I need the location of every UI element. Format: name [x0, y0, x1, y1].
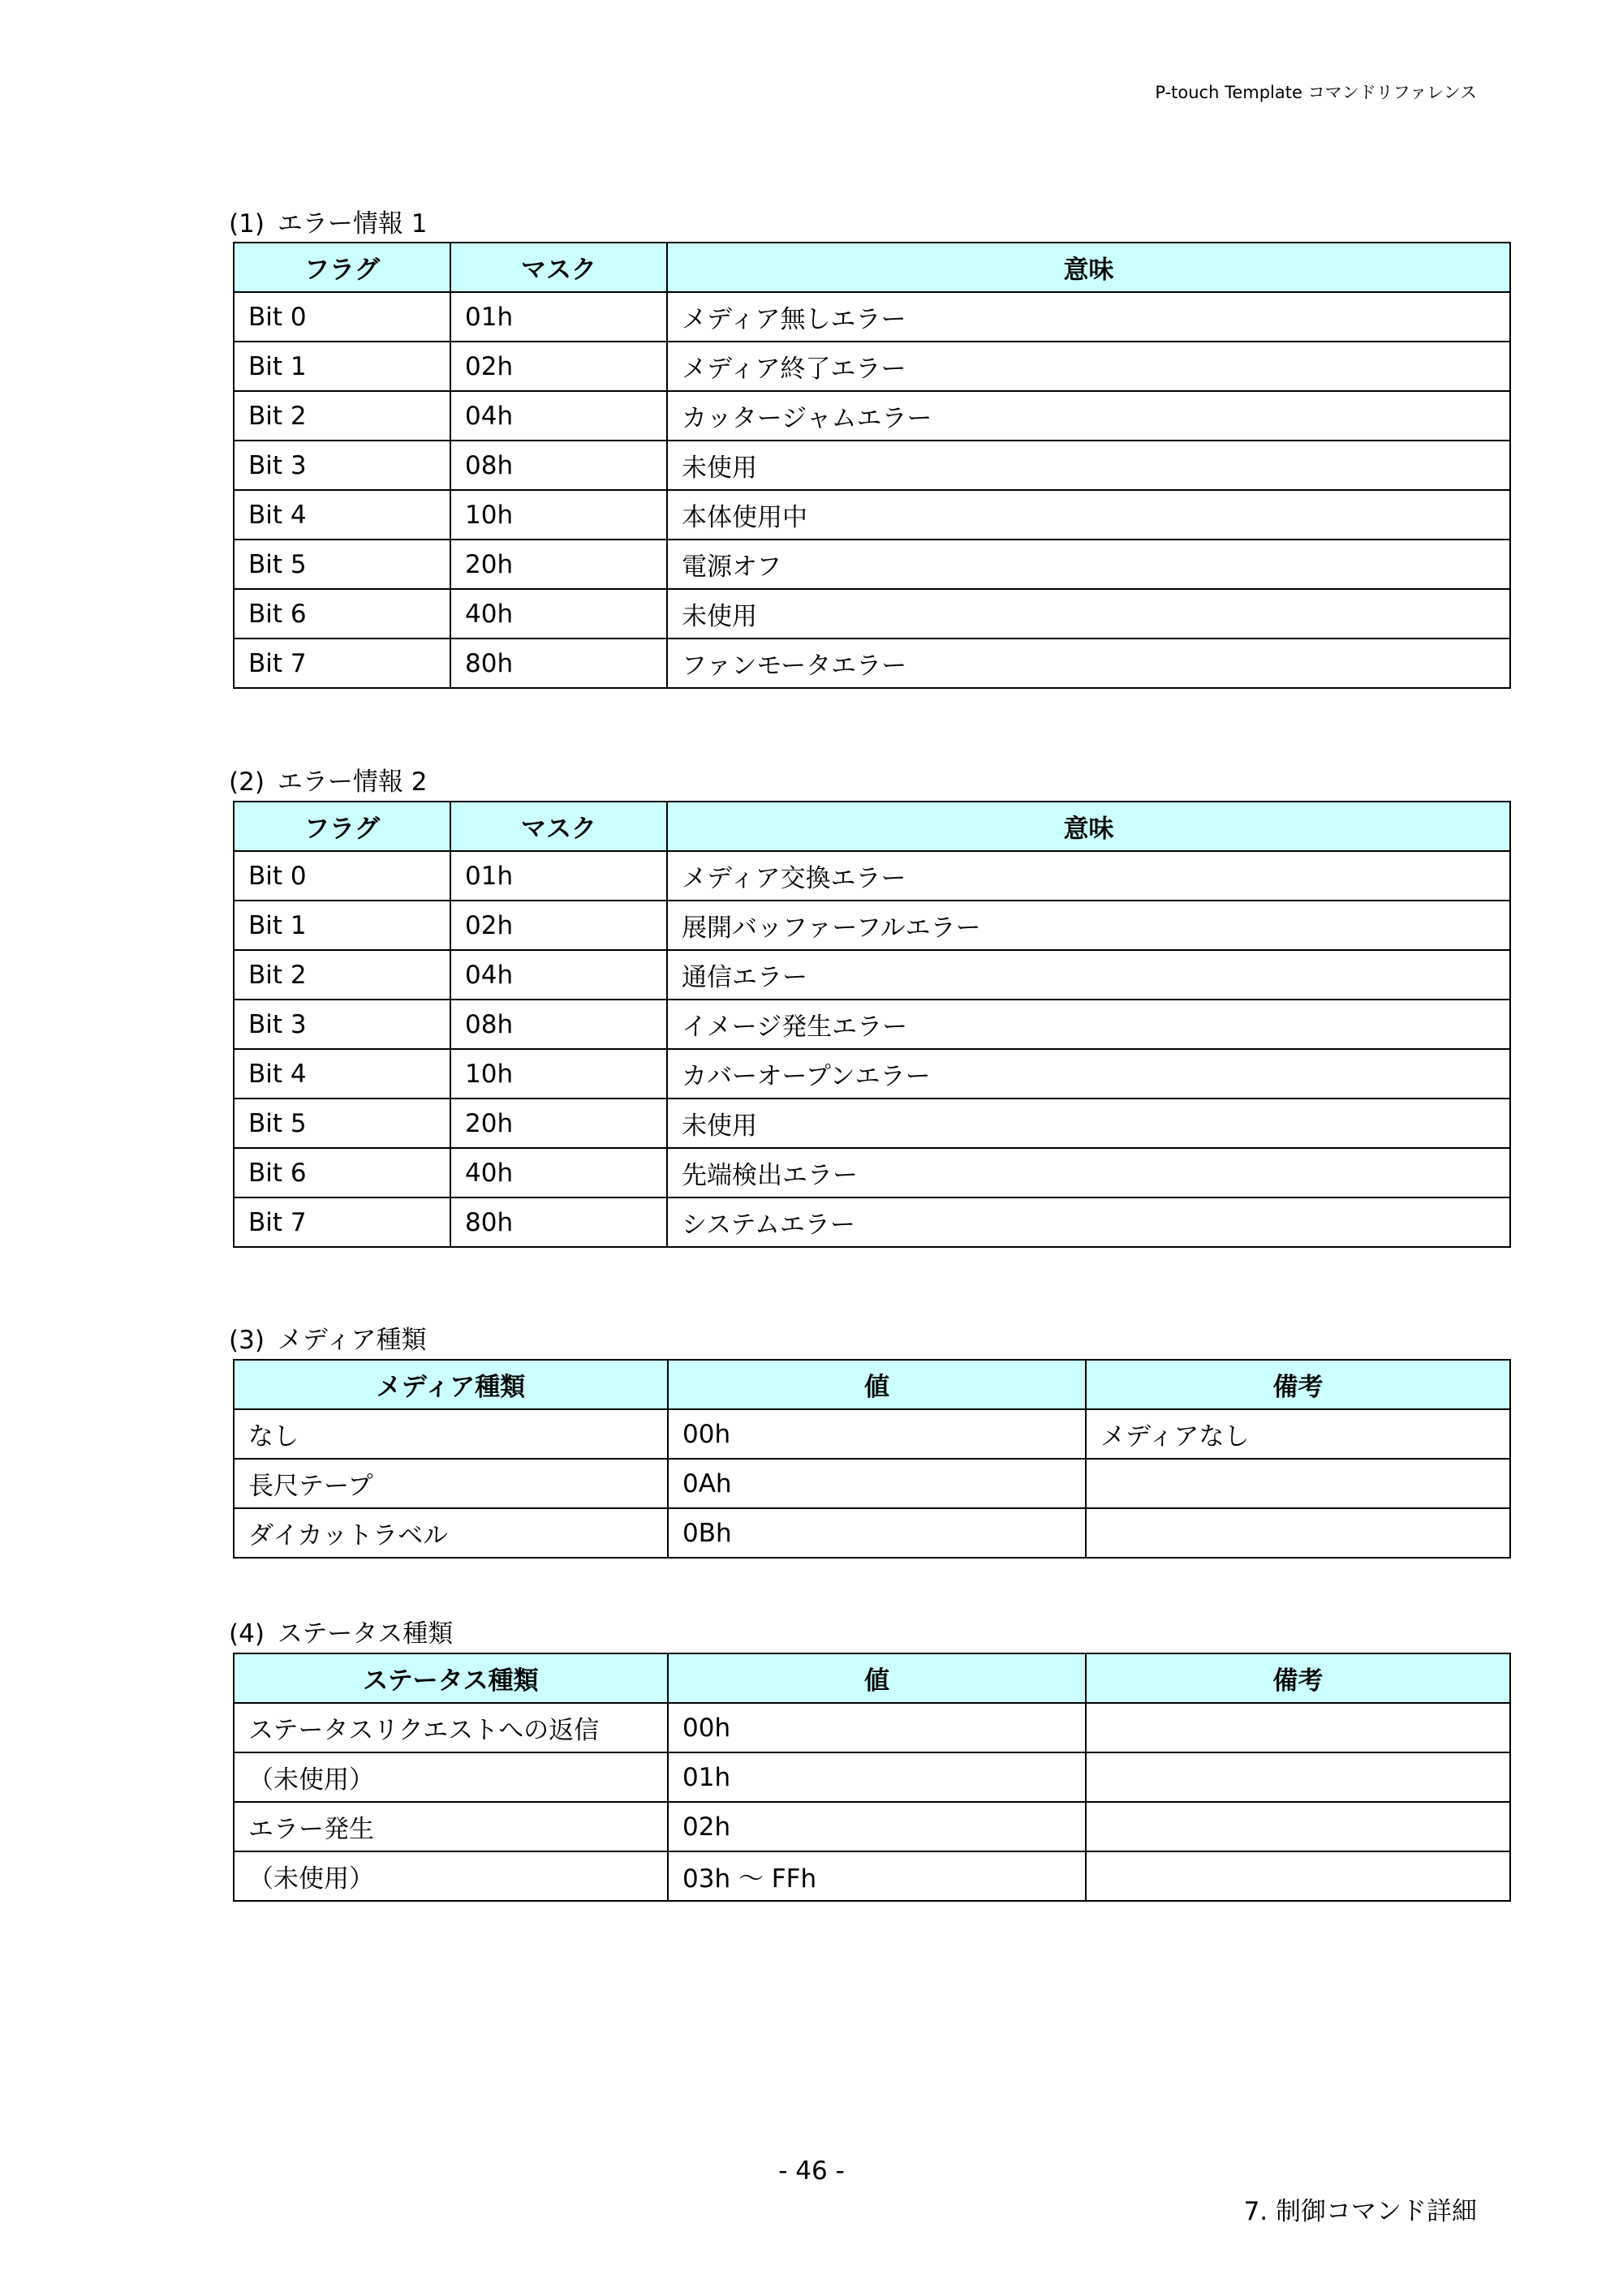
table-row: [234, 589, 1510, 638]
running-header: P-touch Template コマンドリファレンス: [1155, 83, 1477, 102]
meaning-cell: カッタージャムエラー: [667, 391, 1510, 441]
meaning-cell: メディア交換エラー: [667, 851, 1510, 901]
page-number: - 46 -: [778, 2156, 845, 2186]
column-header-flag: フラグ: [234, 243, 450, 292]
meaning-cell: 本体使用中: [667, 490, 1510, 540]
flag-cell: Bit 4: [234, 490, 450, 540]
status-type-cell: （未使用）: [234, 1851, 668, 1901]
section-number: (1): [229, 209, 265, 239]
table-header-row: [234, 802, 1510, 851]
flag-cell: Bit 1: [234, 342, 450, 391]
value-cell: 00h: [668, 1703, 1086, 1752]
value-cell: 02h: [668, 1802, 1086, 1851]
table-row: [234, 1409, 1510, 1459]
flag-cell: Bit 3: [234, 1000, 450, 1049]
meaning-cell: カバーオープンエラー: [667, 1049, 1510, 1099]
column-header-media-type: メディア種類: [234, 1360, 668, 1409]
media-type-cell: なし: [234, 1409, 668, 1459]
table-row: [234, 901, 1510, 950]
table-row: [234, 1752, 1510, 1802]
table-row: [234, 851, 1510, 901]
section-title-media-type: [229, 1319, 426, 1356]
column-header-mask: マスク: [450, 243, 667, 292]
flag-cell: Bit 0: [234, 292, 450, 342]
section-title-status-type: [229, 1613, 453, 1649]
media-type-table: [233, 1359, 1511, 1559]
meaning-cell: 電源オフ: [667, 540, 1510, 589]
table-row: [234, 1802, 1510, 1851]
remarks-cell: [1086, 1703, 1510, 1752]
remarks-cell: メディアなし: [1086, 1409, 1510, 1459]
remarks-cell: [1086, 1752, 1510, 1802]
flag-cell: Bit 6: [234, 589, 450, 638]
mask-cell: 04h: [450, 391, 667, 441]
section-title-text: エラー情報 1: [277, 209, 428, 239]
remarks-cell: [1086, 1459, 1510, 1508]
error-info-2-table: [233, 801, 1511, 1248]
mask-cell: 02h: [450, 342, 667, 391]
value-cell: 01h: [668, 1752, 1086, 1802]
remarks-cell: [1086, 1508, 1510, 1558]
table-row: [234, 1459, 1510, 1508]
meaning-cell: 未使用: [667, 441, 1510, 490]
column-header-value: 値: [668, 1360, 1086, 1409]
mask-cell: 02h: [450, 901, 667, 950]
flag-cell: Bit 5: [234, 540, 450, 589]
mask-cell: 10h: [450, 1049, 667, 1099]
status-type-cell: （未使用）: [234, 1752, 668, 1802]
column-header-status-type: ステータス種類: [234, 1653, 668, 1703]
table-row: [234, 292, 1510, 342]
table-row: [234, 441, 1510, 490]
value-cell: 0Bh: [668, 1508, 1086, 1558]
section-number: (3): [229, 1326, 265, 1355]
table-row: [234, 1703, 1510, 1752]
table-row: [234, 950, 1510, 1000]
table-row: [234, 342, 1510, 391]
meaning-cell: メディア無しエラー: [667, 292, 1510, 342]
flag-cell: Bit 5: [234, 1099, 450, 1148]
meaning-cell: 先端検出エラー: [667, 1148, 1510, 1197]
value-cell: 0Ah: [668, 1459, 1086, 1508]
table-row: [234, 1099, 1510, 1148]
flag-cell: Bit 3: [234, 441, 450, 490]
table-header-row: [234, 243, 1510, 292]
mask-cell: 80h: [450, 1197, 667, 1247]
section-title-text: エラー情報 2: [277, 767, 428, 797]
remarks-cell: [1086, 1851, 1510, 1901]
column-header-mask: マスク: [450, 802, 667, 851]
table-row: [234, 1148, 1510, 1197]
chapter-footer: 7. 制御コマンド詳細: [1243, 2197, 1477, 2226]
flag-cell: Bit 7: [234, 1197, 450, 1247]
media-type-cell: 長尺テープ: [234, 1459, 668, 1508]
status-type-cell: エラー発生: [234, 1802, 668, 1851]
meaning-cell: ファンモータエラー: [667, 638, 1510, 688]
mask-cell: 20h: [450, 1099, 667, 1148]
meaning-cell: 展開バッファーフルエラー: [667, 901, 1510, 950]
flag-cell: Bit 1: [234, 901, 450, 950]
flag-cell: Bit 4: [234, 1049, 450, 1099]
mask-cell: 01h: [450, 851, 667, 901]
table-header-row: [234, 1653, 1510, 1703]
table-row: [234, 1508, 1510, 1558]
table-row: [234, 391, 1510, 441]
mask-cell: 10h: [450, 490, 667, 540]
flag-cell: Bit 6: [234, 1148, 450, 1197]
column-header-flag: フラグ: [234, 802, 450, 851]
status-type-cell: ステータスリクエストへの返信: [234, 1703, 668, 1752]
mask-cell: 40h: [450, 1148, 667, 1197]
table-row: [234, 490, 1510, 540]
meaning-cell: 未使用: [667, 1099, 1510, 1148]
flag-cell: Bit 2: [234, 950, 450, 1000]
table-row: [234, 638, 1510, 688]
section-number: (4): [229, 1619, 265, 1649]
table-row: [234, 1000, 1510, 1049]
section-title-error-info-2: [229, 761, 428, 798]
meaning-cell: 未使用: [667, 589, 1510, 638]
flag-cell: Bit 7: [234, 638, 450, 688]
section-title-text: ステータス種類: [277, 1619, 454, 1649]
table-row: [234, 1049, 1510, 1099]
mask-cell: 08h: [450, 441, 667, 490]
value-cell: 03h 〜 FFh: [668, 1851, 1086, 1901]
table-row: [234, 1851, 1510, 1901]
section-title-error-info-1: [229, 203, 428, 239]
mask-cell: 20h: [450, 540, 667, 589]
meaning-cell: イメージ発生エラー: [667, 1000, 1510, 1049]
media-type-cell: ダイカットラベル: [234, 1508, 668, 1558]
column-header-meaning: 意味: [667, 243, 1510, 292]
table-row: [234, 1197, 1510, 1247]
section-number: (2): [229, 767, 265, 797]
mask-cell: 04h: [450, 950, 667, 1000]
mask-cell: 01h: [450, 292, 667, 342]
column-header-value: 値: [668, 1653, 1086, 1703]
status-type-table: [233, 1653, 1511, 1902]
value-cell: 00h: [668, 1409, 1086, 1459]
column-header-remarks: 備考: [1086, 1653, 1510, 1703]
error-info-1-table: [233, 242, 1511, 689]
mask-cell: 40h: [450, 589, 667, 638]
table-row: [234, 540, 1510, 589]
table-header-row: [234, 1360, 1510, 1409]
flag-cell: Bit 2: [234, 391, 450, 441]
column-header-remarks: 備考: [1086, 1360, 1510, 1409]
column-header-meaning: 意味: [667, 802, 1510, 851]
mask-cell: 08h: [450, 1000, 667, 1049]
meaning-cell: 通信エラー: [667, 950, 1510, 1000]
meaning-cell: メディア終了エラー: [667, 342, 1510, 391]
mask-cell: 80h: [450, 638, 667, 688]
flag-cell: Bit 0: [234, 851, 450, 901]
meaning-cell: システムエラー: [667, 1197, 1510, 1247]
section-title-text: メディア種類: [277, 1326, 427, 1355]
remarks-cell: [1086, 1802, 1510, 1851]
